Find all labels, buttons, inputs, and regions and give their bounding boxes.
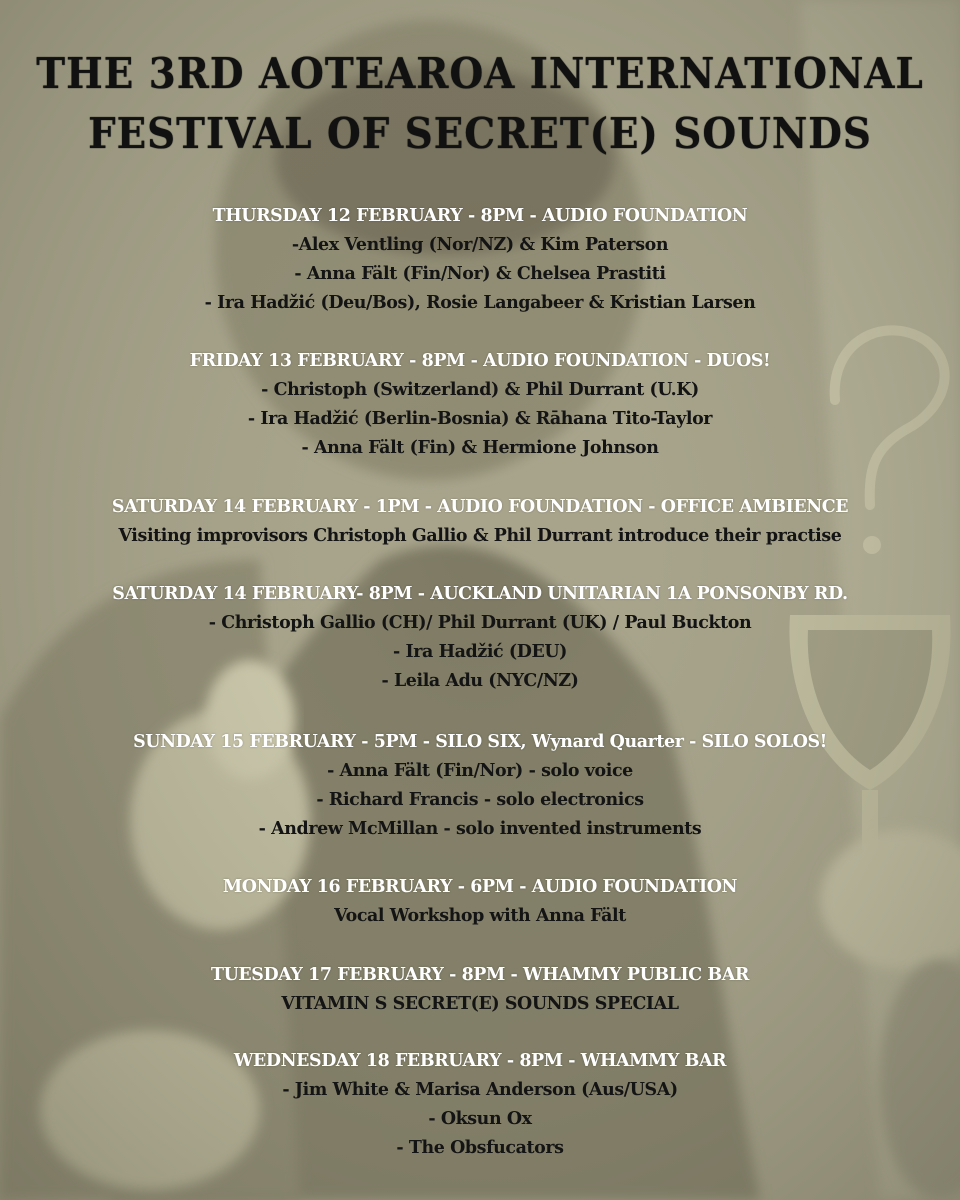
event-line: - Ira Hadžić (Deu/Bos), Rosie Langabeer & Kristian Larsen	[204, 293, 756, 313]
event-line: -Alex Ventling (Nor/NZ) & Kim Paterson	[291, 235, 669, 255]
event-line: - Christoph (Switzerland) & Phil Durrant (U.K)	[261, 380, 699, 400]
event-line: - Ira Hadžić (Berlin-Bosnia) & Rāhana Tito-Taylor	[247, 409, 713, 429]
event-wednesday-18	[0, 1047, 960, 1163]
event-friday-13	[0, 347, 960, 463]
event-line: Visiting improvisors Christoph Gallio & Phil Durrant introduce their practise	[118, 526, 842, 546]
event-heading: WEDNESDAY 18 FEBRUARY - 8PM - WHAMMY BAR	[233, 1051, 727, 1071]
event-heading: FRIDAY 13 FEBRUARY - 8PM - AUDIO FOUNDATION - DUOS!	[189, 351, 771, 371]
event-line: - Christoph Gallio (CH)/ Phil Durrant (UK) / Paul Buckton	[208, 613, 752, 633]
poster-title-line-1: THE 3RD AOTEAROA INTERNATIONAL	[36, 50, 924, 99]
event-line: - Anna Fält (Fin) & Hermione Johnson	[301, 438, 659, 458]
event-heading: SATURDAY 14 FEBRUARY- 8PM - AUCKLAND UNITARIAN 1A PONSONBY RD.	[112, 584, 848, 604]
poster-title-line-2: FESTIVAL OF SECRET(E) SOUNDS	[88, 110, 872, 159]
event-line: - Anna Fält (Fin/Nor) & Chelsea Prastiti	[294, 264, 666, 284]
event-line: - Jim White & Marisa Anderson (Aus/USA)	[282, 1080, 678, 1100]
event-heading: SUNDAY 15 FEBRUARY - 5PM - SILO SIX, Wynard Quarter - SILO SOLOS!	[133, 732, 827, 752]
event-thursday-12	[0, 202, 960, 318]
event-line: - Ira Hadžić (DEU)	[393, 642, 567, 662]
event-tuesday-17	[0, 961, 960, 1019]
event-line: Vocal Workshop with Anna Fält	[334, 906, 626, 926]
event-heading: SATURDAY 14 FEBRUARY - 1PM - AUDIO FOUNDATION - OFFICE AMBIENCE	[111, 497, 849, 517]
event-line: - Leila Adu (NYC/NZ)	[381, 671, 579, 691]
event-line: - Richard Francis - solo electronics	[316, 790, 644, 810]
event-line: - Andrew McMillan - solo invented instruments	[258, 819, 702, 839]
event-line: - Anna Fält (Fin/Nor) - solo voice	[327, 761, 633, 781]
event-saturday-14-1pm	[0, 493, 960, 551]
event-saturday-14-8pm	[0, 580, 960, 696]
event-line: VITAMIN S SECRET(E) SOUNDS SPECIAL	[281, 994, 679, 1014]
event-sunday-15	[0, 728, 960, 844]
event-line: - The Obsfucators	[396, 1138, 564, 1158]
event-monday-16	[0, 873, 960, 931]
event-heading: THURSDAY 12 FEBRUARY - 8PM - AUDIO FOUNDATION	[212, 206, 748, 226]
event-heading: MONDAY 16 FEBRUARY - 6PM - AUDIO FOUNDATION	[222, 877, 738, 897]
event-line: - Oksun Ox	[428, 1109, 532, 1129]
event-heading: TUESDAY 17 FEBRUARY - 8PM - WHAMMY PUBLIC BAR	[211, 965, 749, 985]
